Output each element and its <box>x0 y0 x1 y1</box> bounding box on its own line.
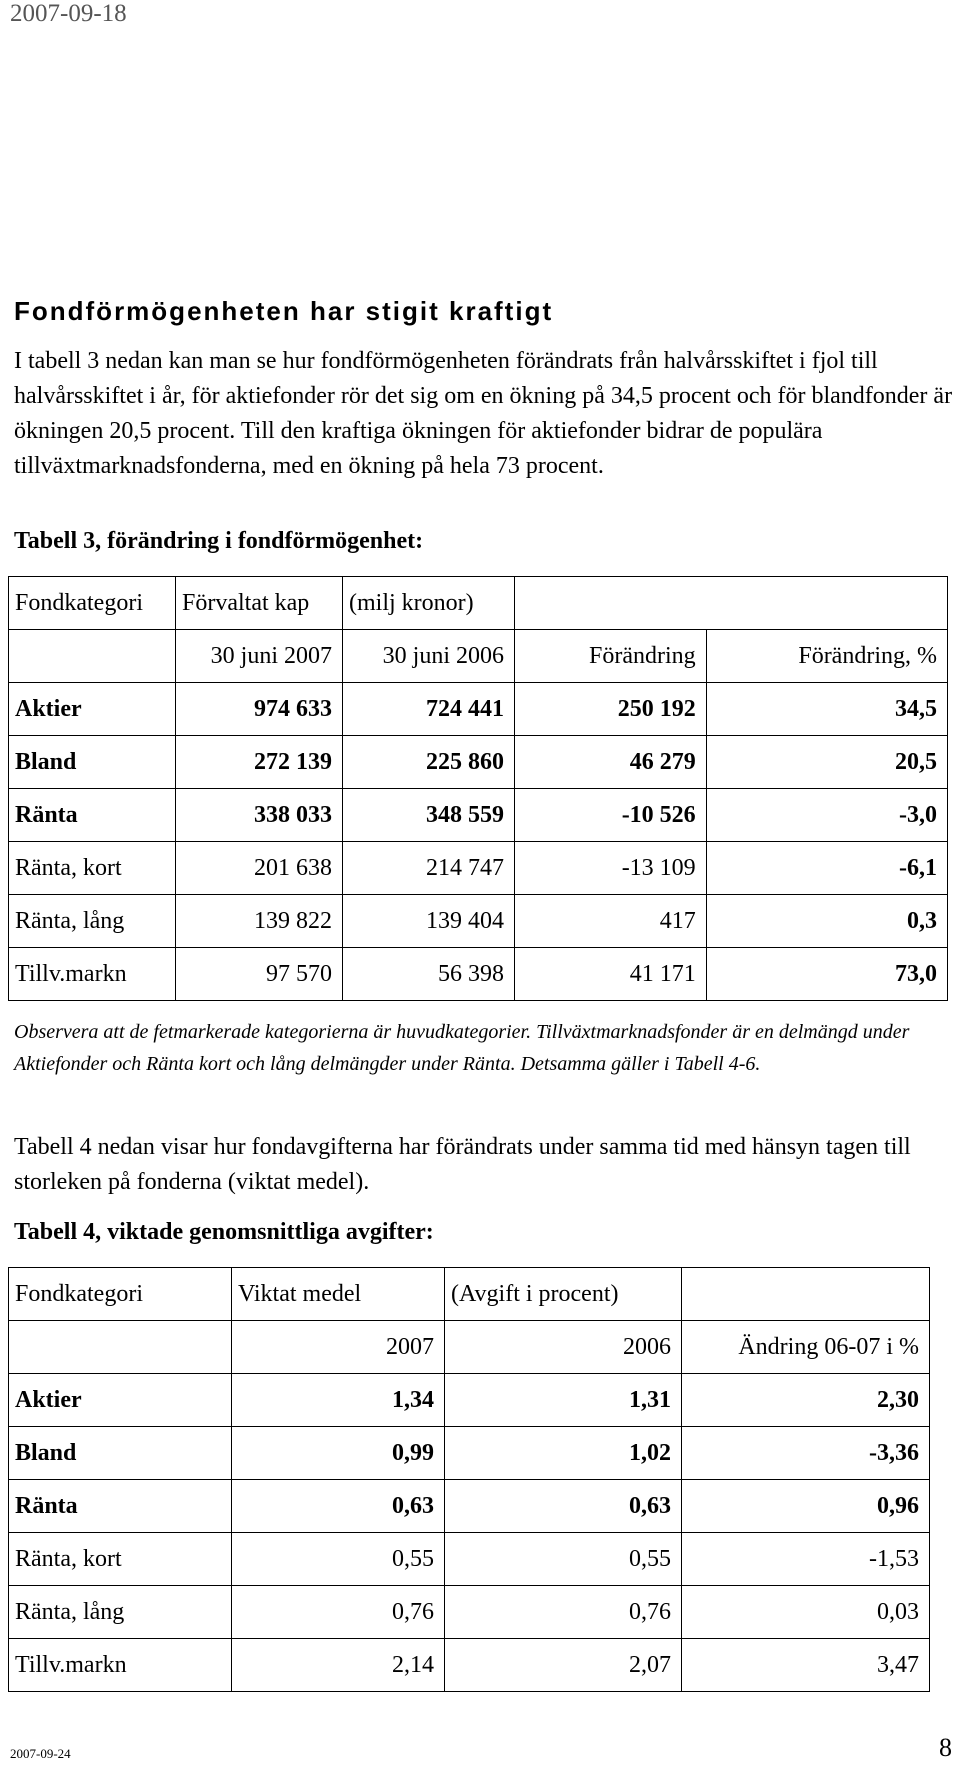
table-cell: Ränta <box>9 1480 232 1533</box>
table-cell: 250 192 <box>515 683 707 736</box>
table4-header-cell: (Avgift i procent) <box>445 1268 682 1321</box>
table3-header-cell: (milj kronor) <box>343 577 515 630</box>
table-cell: 2,07 <box>445 1639 682 1692</box>
table-cell: Ränta, lång <box>9 895 176 948</box>
table-cell: 97 570 <box>176 948 343 1001</box>
table3-subheader-cell: Förändring, % <box>706 630 947 683</box>
table4-subheader-row <box>9 1321 930 1374</box>
table-cell: 3,47 <box>682 1639 930 1692</box>
table-cell: 348 559 <box>343 789 515 842</box>
table-cell: 0,55 <box>232 1533 445 1586</box>
table3-caption: Tabell 3, förändring i fondförmögenhet: <box>14 528 424 554</box>
table-row <box>9 948 948 1001</box>
table-cell: 974 633 <box>176 683 343 736</box>
table-cell: Bland <box>9 1427 232 1480</box>
table-cell: 1,31 <box>445 1374 682 1427</box>
table-cell: 338 033 <box>176 789 343 842</box>
table3-subheader-cell: Förändring <box>515 630 707 683</box>
table3-header-cell: Fondkategori <box>9 577 176 630</box>
table-cell: 1,34 <box>232 1374 445 1427</box>
table-row <box>9 1427 930 1480</box>
table3-header-row <box>9 577 948 630</box>
table-row <box>9 1374 930 1427</box>
table-row <box>9 1639 930 1692</box>
table-cell: 724 441 <box>343 683 515 736</box>
table3-header-cell <box>515 577 948 630</box>
table4 <box>8 1267 930 1692</box>
table-cell: -3,0 <box>706 789 947 842</box>
table3-subheader-cell: 30 juni 2007 <box>176 630 343 683</box>
table4-intro-paragraph: Tabell 4 nedan visar hur fondavgifterna har förändrats under samma tid med hänsyn tagen till storleken på fonderna (viktat medel). <box>14 1134 911 1195</box>
table-cell: Ränta, lång <box>9 1586 232 1639</box>
table-row <box>9 789 948 842</box>
table-cell: 272 139 <box>176 736 343 789</box>
table-cell: -10 526 <box>515 789 707 842</box>
table-cell: Aktier <box>9 1374 232 1427</box>
table3 <box>8 576 948 1001</box>
table-cell: -6,1 <box>706 842 947 895</box>
table-cell: 0,76 <box>445 1586 682 1639</box>
table-cell: 139 404 <box>343 895 515 948</box>
table-cell: 417 <box>515 895 707 948</box>
table-row <box>9 683 948 736</box>
table-cell: Tillv.markn <box>9 948 176 1001</box>
table-cell: 46 279 <box>515 736 707 789</box>
table-cell: Bland <box>9 736 176 789</box>
table-cell: -1,53 <box>682 1533 930 1586</box>
table-row <box>9 842 948 895</box>
table4-subheader-cell: 2007 <box>232 1321 445 1374</box>
table-row <box>9 1533 930 1586</box>
table-cell: 0,63 <box>232 1480 445 1533</box>
note-text: Observera att de fetmarkerade kategorierna är huvudkategorier. Tillväxtmarknadsfonder är en delmängd under Aktiefonder och Ränta kort och lång delmängder under Ränta. Detsamma gäller i Tabell 4-6. <box>14 1021 910 1075</box>
table-cell: 41 171 <box>515 948 707 1001</box>
table3-subheader-cell <box>9 630 176 683</box>
table-cell: 20,5 <box>706 736 947 789</box>
table4-subheader-cell <box>9 1321 232 1374</box>
table-cell: Ränta, kort <box>9 842 176 895</box>
table3-subheader-row <box>9 630 948 683</box>
table-cell: 2,14 <box>232 1639 445 1692</box>
table-cell: Aktier <box>9 683 176 736</box>
footer-date: 2007-09-24 <box>10 1746 71 1761</box>
intro-paragraph: I tabell 3 nedan kan man se hur fondförmögenheten förändrats från halvårsskiftet i fjol till halvårsskiftet i år, för aktiefonder rör det sig om en ökning på 34,5 procent och för blandfonder är ökningen 20,5 procent. Till den kraftiga ökningen för aktiefonder bidrar de populära tillväxtmarknadsfonderna, med en ökning på hela 73 procent. <box>14 348 953 479</box>
table3-subheader-cell: 30 juni 2006 <box>343 630 515 683</box>
table-cell: 0,96 <box>682 1480 930 1533</box>
table-cell: -13 109 <box>515 842 707 895</box>
table-row <box>9 895 948 948</box>
table-cell: 0,3 <box>706 895 947 948</box>
table4-subheader-cell: 2006 <box>445 1321 682 1374</box>
table-cell: -3,36 <box>682 1427 930 1480</box>
table-row <box>9 736 948 789</box>
table-cell: Ränta <box>9 789 176 842</box>
table-cell: 214 747 <box>343 842 515 895</box>
table-cell: Tillv.markn <box>9 1639 232 1692</box>
table-cell: 0,55 <box>445 1533 682 1586</box>
table-cell: 0,99 <box>232 1427 445 1480</box>
table-cell: Ränta, kort <box>9 1533 232 1586</box>
table-row <box>9 1586 930 1639</box>
table4-caption: Tabell 4, viktade genomsnittliga avgifter: <box>14 1219 434 1245</box>
page-number: 8 <box>939 1733 952 1762</box>
table4-header-cell: Fondkategori <box>9 1268 232 1321</box>
table-cell: 0,03 <box>682 1586 930 1639</box>
table-cell: 2,30 <box>682 1374 930 1427</box>
section-heading: Fondförmögenheten har stigit kraftigt <box>14 296 554 326</box>
table-cell: 34,5 <box>706 683 947 736</box>
table4-header-cell <box>682 1268 930 1321</box>
table-cell: 73,0 <box>706 948 947 1001</box>
table4-header-cell: Viktat medel <box>232 1268 445 1321</box>
header-date: 2007-09-18 <box>10 0 127 27</box>
table-cell: 56 398 <box>343 948 515 1001</box>
table-cell: 201 638 <box>176 842 343 895</box>
table-cell: 139 822 <box>176 895 343 948</box>
table4-header-row <box>9 1268 930 1321</box>
table3-header-cell: Förvaltat kap <box>176 577 343 630</box>
table-cell: 225 860 <box>343 736 515 789</box>
table-cell: 0,76 <box>232 1586 445 1639</box>
table-row <box>9 1480 930 1533</box>
table4-subheader-cell: Ändring 06-07 i % <box>682 1321 930 1374</box>
table-cell: 0,63 <box>445 1480 682 1533</box>
table-cell: 1,02 <box>445 1427 682 1480</box>
